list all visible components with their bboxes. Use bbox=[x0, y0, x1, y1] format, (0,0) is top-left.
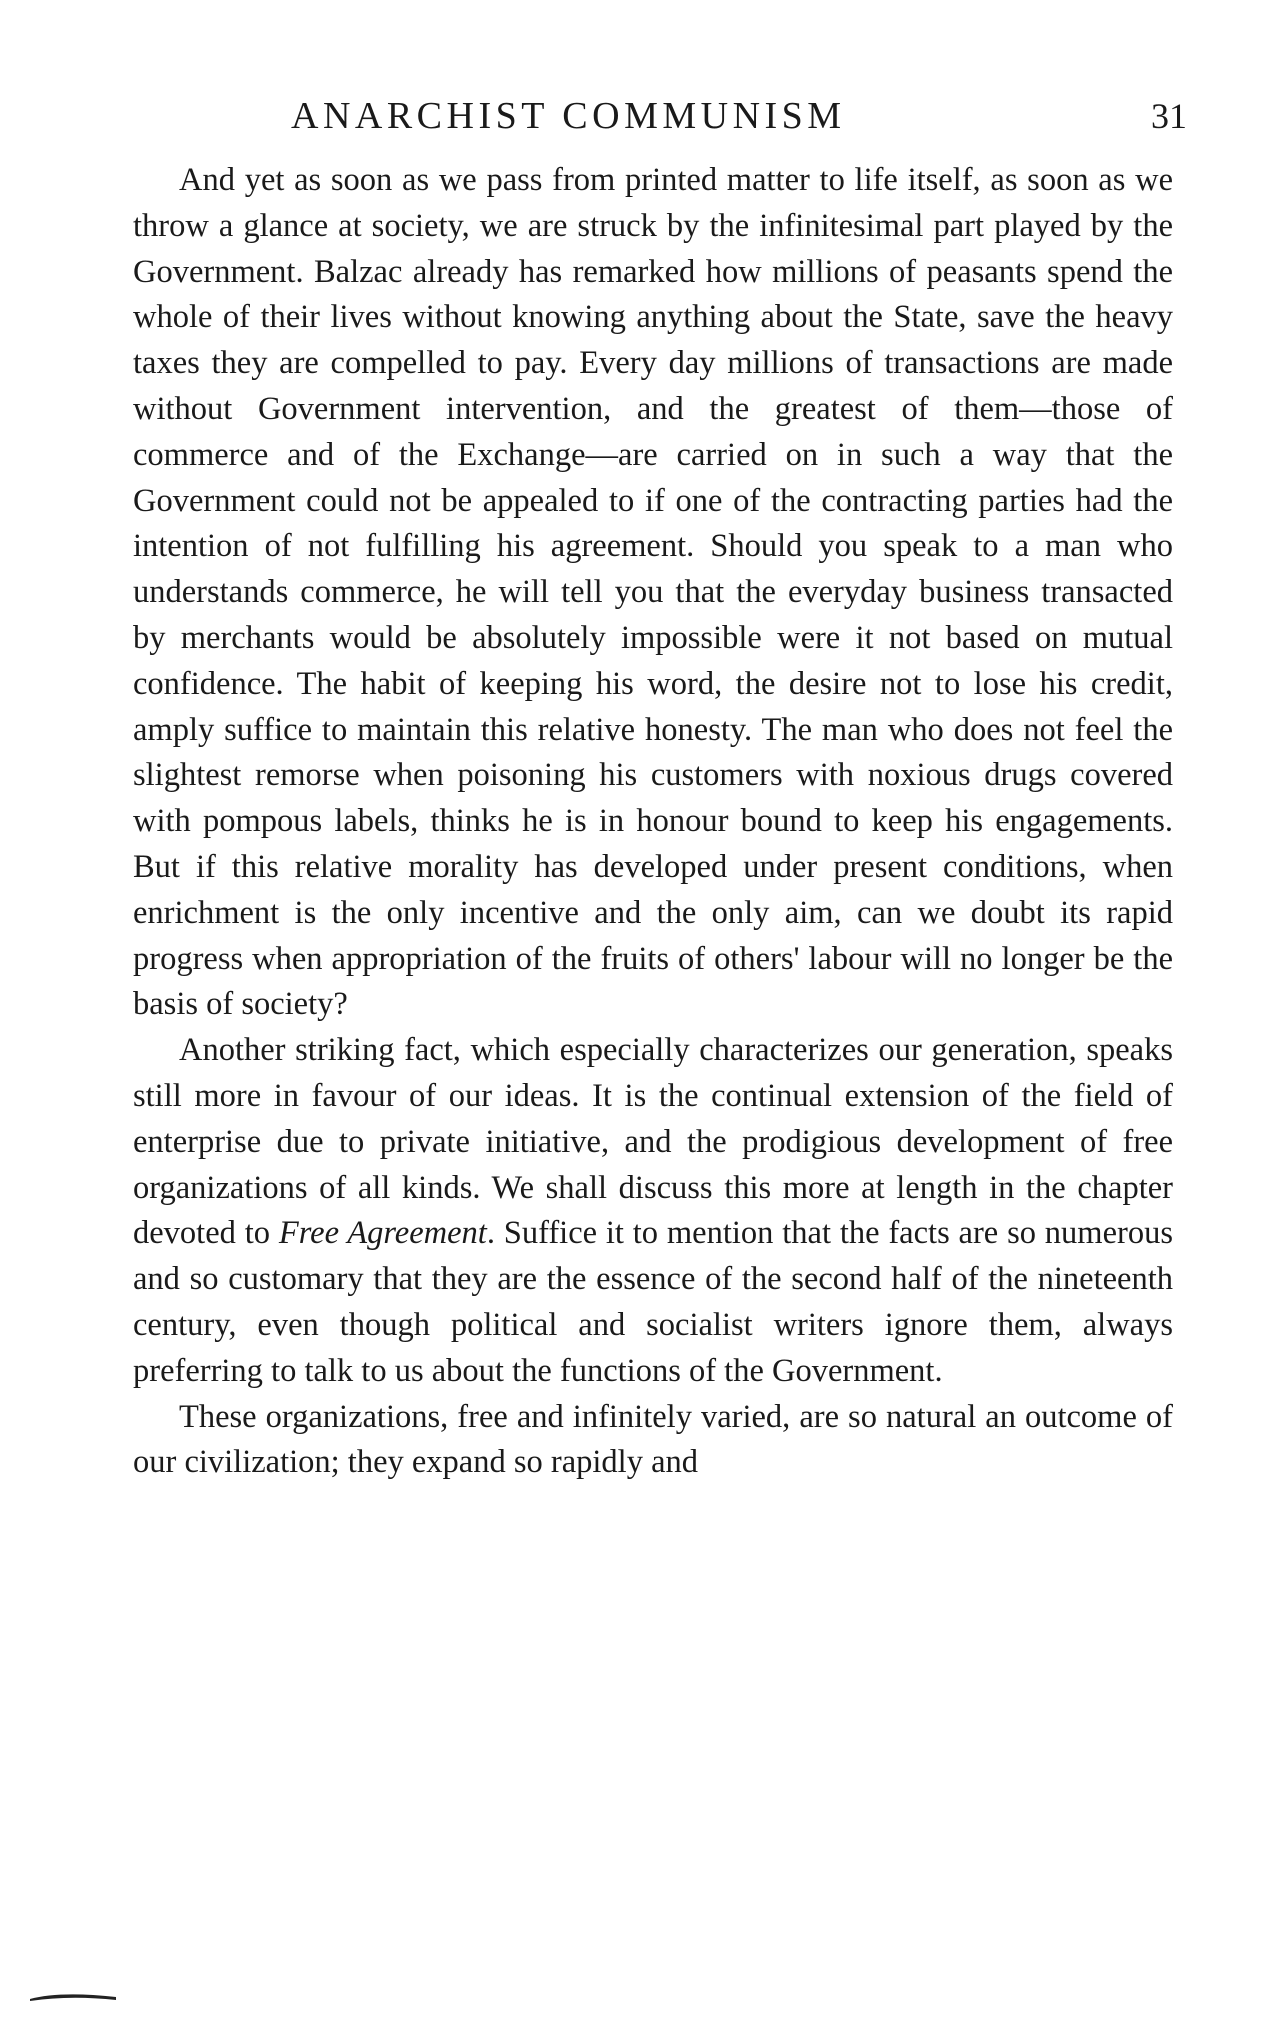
paragraph-2-text-a: Another striking fact, which especially characterizes our generation, speaks still more in favour of our ideas. It is the continual extension of the field of enterprise due to private initiative, and the prodigious development of free organizations of all kinds. We shall discuss this more at length in the chapter devoted to bbox=[133, 1032, 1173, 1252]
paragraph-1: And yet as soon as we pass from printed matter to life itself, as soon as we throw a glance at society, we are struck by the infinitesimal part played by the Government. Balzac already has remarked how millions of peasants spend the whole of their lives without knowing anything about the State, save the heavy taxes they are compelled to pay. Every day millions of transactions are made without Government intervention, and the greatest of them—those of commerce and of the Exchange—are carried on in such a way that the Government could not be appealed to if one of the contracting parties had the intention of not fulfilling his agreement. Should you speak to a man who understands commerce, he will tell you that the everyday business transacted by merchants would be absolutely impossible were it not based on mutual confidence. The habit of keeping his word, the desire not to lose his credit, amply suffice to maintain this relative honesty. The man who does not feel the slightest remorse when poisoning his customers with noxious drugs covered with pompous labels, thinks he is in honour bound to keep his engagements. But if this relative morality has developed under present conditions, when enrichment is the only incentive and the only aim, can we doubt its rapid progress when appropriation of the fruits of others' labour will no longer be the basis of society? bbox=[133, 162, 1173, 1023]
body-text bbox=[133, 158, 1173, 1486]
running-title: ANARCHIST COMMUNISM bbox=[291, 95, 846, 137]
running-head bbox=[133, 86, 1193, 146]
page-number: 31 bbox=[1151, 96, 1187, 136]
chapter-reference-italic: Free Agreement bbox=[278, 1215, 487, 1252]
paragraph-2-text-b: . Suffice it to mention that the facts are so numerous and so customary that they are the essence of the second half of the nineteenth century, even though political and socialist writers ignore them, always preferring to talk to us about the functions of the Government. bbox=[133, 1215, 1173, 1389]
scan-edge-mark bbox=[30, 1991, 116, 2001]
paragraph-2 bbox=[133, 1028, 1173, 1394]
paragraph-3: These organizations, free and infinitely varied, are so natural an outcome of our civilization; they expand so rapidly and bbox=[133, 1398, 1173, 1481]
